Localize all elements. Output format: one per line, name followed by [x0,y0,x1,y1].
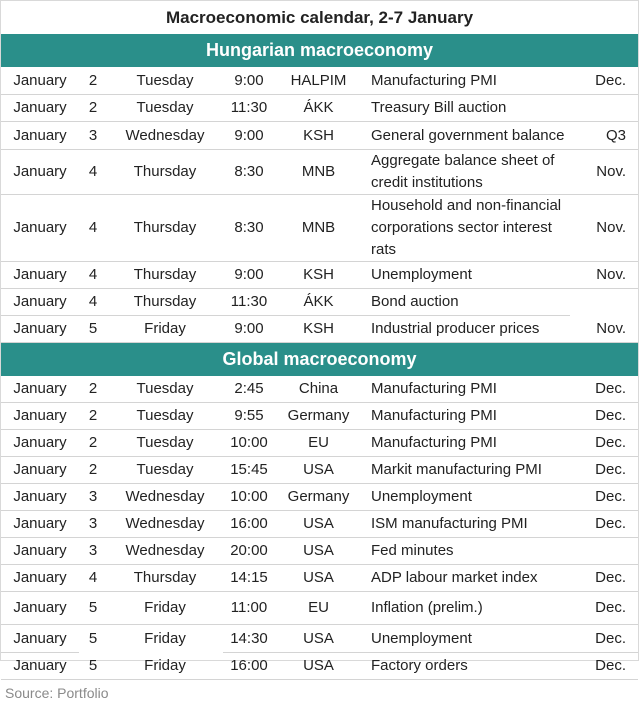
table-row [1,376,638,403]
table-row [1,67,638,95]
table-row [1,565,638,592]
cell-month: January [1,316,79,343]
cell-day: 3 [79,484,107,511]
cell-event: Unemployment [362,625,570,653]
cell-month: January [1,195,79,262]
cell-source: Germany [275,403,362,430]
cell-period: Dec. [570,625,638,653]
cell-day: 5 [79,592,107,625]
cell-source: USA [275,653,362,680]
cell-time: 9:00 [223,122,275,150]
cell-time: 16:00 [223,653,275,680]
cell-day: 4 [79,195,107,262]
cell-period: Nov. [570,150,638,195]
cell-day: 4 [79,150,107,195]
page-title: Macroeconomic calendar, 2-7 January [165,8,474,27]
cell-weekday: Friday [107,592,223,625]
cell-source: HALPIM [275,67,362,95]
cell-weekday: Tuesday [107,67,223,95]
cell-weekday: Friday [144,629,186,647]
cell-event: General government balance [362,122,570,150]
cell-time: 10:00 [223,430,275,457]
cell-time: 2:45 [223,376,275,403]
cell-weekday: Thursday [107,565,223,592]
cell-time: 8:30 [223,150,275,195]
cell-time: 11:30 [223,289,275,316]
cell-day: 2 [79,430,107,457]
cell-time: 16:00 [223,511,275,538]
cell-source: USA [275,565,362,592]
cell-event: Household and non-financial corporations sector interest rats [362,195,570,262]
cell-period: Q3 [570,122,638,150]
cell-event: Bond auction [362,289,570,316]
cell-weekday: Wednesday [107,484,223,511]
cell-period: Dec. [570,457,638,484]
cell-day: 2 [79,67,107,95]
table-row [1,262,638,289]
table-row [1,592,638,625]
table-row [1,625,638,653]
section-header-hungarian: Hungarian macroeconomy [1,34,638,67]
cell-time: 11:00 [223,592,275,625]
hungarian-table [1,67,638,343]
table-row [1,150,638,195]
source-note: Source: Portfolio [5,685,109,701]
cell-source: USA [275,625,362,653]
cell-time: 8:30 [223,195,275,262]
cell-event: Manufacturing PMI [362,67,570,95]
cell-event: ISM manufacturing PMI [362,511,570,538]
cell-source: MNB [275,195,362,262]
cell-event: Factory orders [362,653,570,680]
cell-weekday: Wednesday [107,122,223,150]
cell-month: January [1,403,79,430]
cell-weekday: Thursday [107,195,223,262]
cell-weekday: Thursday [107,150,223,195]
cell-period [570,289,638,316]
cell-period [570,95,638,122]
cell-period: Dec. [570,511,638,538]
cell-period: Dec. [570,430,638,457]
cell-weekday: Tuesday [107,95,223,122]
cell-time: 10:00 [223,484,275,511]
cell-event: Unemployment [362,262,570,289]
cell-event: Fed minutes [362,538,570,565]
cell-period: Dec. [570,376,638,403]
cell-month: January [1,262,79,289]
cell-source: USA [275,538,362,565]
cell-event: Unemployment [362,484,570,511]
cell-weekday: Thursday [107,262,223,289]
cell-period: Nov. [570,316,638,343]
cell-month: January [1,538,79,565]
cell-time: 14:30 [223,625,275,653]
cell-event: Markit manufacturing PMI [362,457,570,484]
cell-event: Industrial producer prices [362,316,570,343]
cell-day: 5 [88,629,98,647]
cell-month: January [1,484,79,511]
cell-source: China [275,376,362,403]
cell-day: 4 [79,262,107,289]
cell-period: Dec. [570,565,638,592]
table-row [1,195,638,262]
cell-month: January [1,67,79,95]
cell-source: KSH [275,122,362,150]
cell-source: EU [275,430,362,457]
table-row [1,457,638,484]
cell-event: Manufacturing PMI [362,403,570,430]
cell-event: Manufacturing PMI [362,376,570,403]
cell-day: 2 [79,403,107,430]
cell-month: January [1,376,79,403]
cell-event: ADP labour market index [362,565,570,592]
cell-source: ÁKK [275,289,362,316]
cell-source: KSH [275,316,362,343]
cell-month: January [1,95,79,122]
cell-time: 9:00 [223,67,275,95]
cell-day: 4 [79,565,107,592]
cell-time: 14:15 [223,565,275,592]
cell-day: 3 [79,122,107,150]
table-row [1,403,638,430]
cell-month: January [1,150,79,195]
cell-weekday: Thursday [107,289,223,316]
section-header-global: Global macroeconomy [1,343,638,376]
cell-source: MNB [275,150,362,195]
table-row [1,484,638,511]
cell-event: Inflation (prelim.) [362,592,570,625]
cell-month: January [1,511,79,538]
cell-month: January [1,653,79,680]
cell-time: 15:45 [223,457,275,484]
cell-period: Nov. [570,262,638,289]
cell-period: Dec. [570,403,638,430]
table-row [1,289,638,316]
table-row [1,538,638,565]
global-table [1,376,638,680]
table-row [1,511,638,538]
table-row [1,653,638,680]
cell-weekday: Tuesday [107,403,223,430]
table-row [1,430,638,457]
table-row [1,122,638,150]
cell-day: 2 [79,457,107,484]
cell-time: 9:00 [223,316,275,343]
cell-day: 5 [79,316,107,343]
table-row [1,316,638,343]
cell-day: 2 [79,95,107,122]
cell-month: January [1,565,79,592]
cell-weekday: Tuesday [107,430,223,457]
cell-day: 3 [79,511,107,538]
cell-month: January [1,289,79,316]
cell-source: USA [275,511,362,538]
cell-weekday: Tuesday [107,376,223,403]
cell-period: Dec. [570,592,638,625]
cell-month: January [1,625,79,653]
cell-source: EU [275,592,362,625]
cell-weekday: Friday [107,316,223,343]
cell-weekday: Wednesday [107,511,223,538]
cell-period: Nov. [570,195,638,262]
cell-source: Germany [275,484,362,511]
cell-event: Aggregate balance sheet of credit institutions [362,150,570,195]
cell-month: January [1,592,79,625]
cell-weekday: Friday [107,653,223,680]
cell-period [570,538,638,565]
cell-time: 9:55 [223,403,275,430]
cell-event: Treasury Bill auction [362,95,570,122]
cell-day: 5 [79,653,107,680]
cell-period: Dec. [570,484,638,511]
cell-weekday: Wednesday [107,538,223,565]
cell-source: ÁKK [275,95,362,122]
cell-month: January [1,122,79,150]
cell-source: KSH [275,262,362,289]
cell-day: 3 [79,538,107,565]
table-row [1,95,638,122]
cell-source: USA [275,457,362,484]
cell-time: 11:30 [223,95,275,122]
cell-time: 20:00 [223,538,275,565]
cell-time: 9:00 [223,262,275,289]
cell-day: 2 [79,376,107,403]
cell-month: January [1,430,79,457]
cell-day: 4 [79,289,107,316]
cell-weekday: Tuesday [107,457,223,484]
cell-period: Dec. [570,67,638,95]
cell-period: Dec. [570,653,638,680]
cell-month: January [1,457,79,484]
cell-event: Manufacturing PMI [362,430,570,457]
